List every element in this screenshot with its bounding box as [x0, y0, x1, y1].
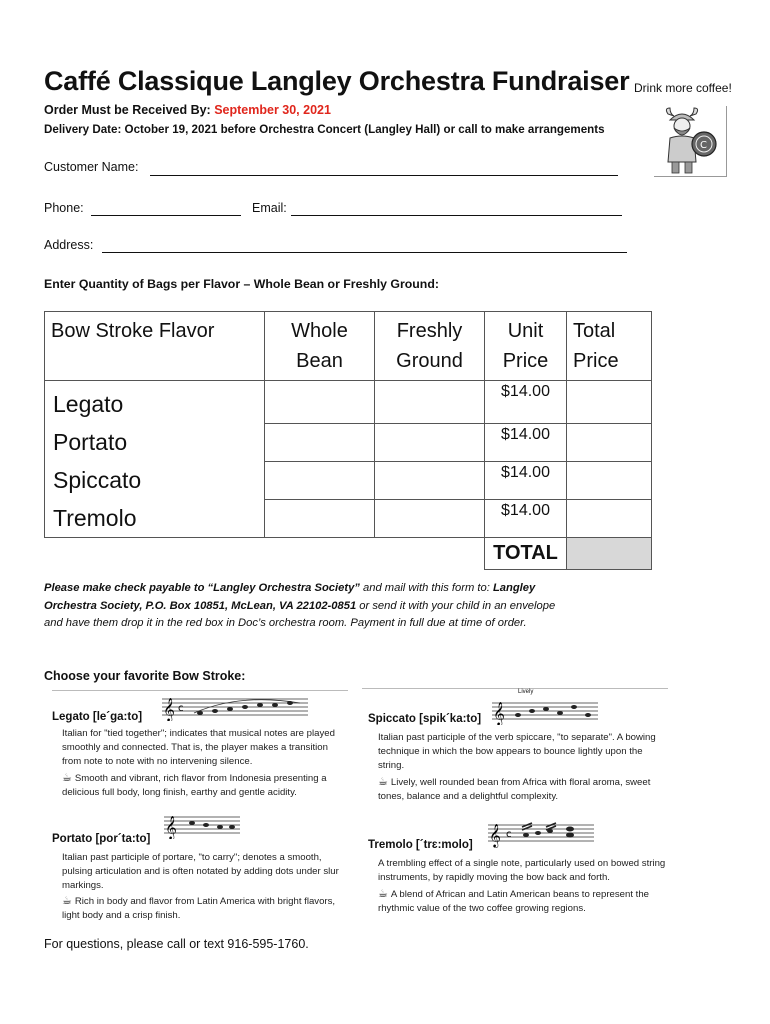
freshly-ground-header-line1: Freshly	[396, 320, 463, 342]
spiccato-total-price[interactable]	[567, 461, 652, 499]
table-row	[45, 461, 652, 499]
tremolo-definition: A trembling effect of a single note, particularly used on bowed string instruments, by rapidly moving the bow back and forth.	[378, 858, 666, 883]
quantity-instructions: Enter Quantity of Bags per Flavor – Whole Bean or Freshly Ground:	[44, 277, 439, 291]
tremolo-title: Tremolo [´trɛ:molo]	[368, 839, 473, 851]
total-label: TOTAL	[485, 538, 567, 570]
tremolo-coffee	[378, 887, 668, 916]
spiccato-coffee-text: Lively, well rounded bean from Africa with floral aroma, sweet tones, balance and a delightful complexity.	[378, 777, 651, 802]
legato-definition: Italian for "tied together"; indicates that musical notes are played smoothly and connected. That is, the player makes a transition from note to note with no intervening silence.	[62, 728, 335, 767]
legato-freshly-ground-qty[interactable]	[375, 381, 485, 424]
contact-footer: For questions, please call or text 916-595-1760.	[44, 937, 309, 951]
spiccato-title: Spiccato [spik´ka:to]	[368, 713, 482, 725]
viking-mascot-image	[654, 106, 727, 177]
total-row	[45, 538, 652, 570]
portato-whole-bean-qty[interactable]	[265, 423, 375, 461]
tagline: Drink more coffee!	[634, 81, 732, 95]
legato-total-price[interactable]	[567, 381, 652, 424]
unit-price-header-line1: Unit	[507, 320, 544, 342]
portato-unit-price: $14.00	[485, 423, 567, 461]
legato-coffee	[62, 771, 347, 800]
address-field[interactable]	[102, 252, 627, 253]
mail-instructions: and mail with this form to:	[359, 582, 493, 594]
email-label: Email:	[252, 201, 287, 215]
flavor-spiccato: Spiccato	[45, 461, 265, 499]
portato-title: Portato [por´ta:to]	[52, 833, 151, 845]
total-price-header	[567, 312, 652, 381]
spiccato-whole-bean-qty[interactable]	[265, 461, 375, 499]
whole-bean-header	[265, 312, 375, 381]
email-field[interactable]	[291, 215, 622, 216]
portato-definition: Italian past participle of portare, "to carry"; denotes a smooth, pulsing articulation and is often notated by adding dots under slur markings.	[62, 852, 339, 891]
spiccato-coffee	[378, 775, 668, 804]
legato-music-notation-icon	[160, 691, 310, 721]
spiccato-unit-price: $14.00	[485, 461, 567, 499]
coffee-cup-icon: ☕	[378, 776, 388, 788]
table-row	[45, 423, 652, 461]
mailing-address: Langley Orchestra Society, P.O. Box 10851, McLean, VA 22102-0851	[44, 582, 536, 612]
coffee-cup-icon: ☕	[62, 895, 72, 907]
svg-text:c: c	[506, 829, 512, 840]
tremolo-unit-price: $14.00	[485, 499, 567, 538]
order-deadline-date: September 30, 2021	[214, 103, 331, 117]
page-title: Caffé Classique Langley Orchestra Fundraiser	[44, 66, 630, 96]
tremolo-whole-bean-qty[interactable]	[265, 499, 375, 538]
spiccato-freshly-ground-qty[interactable]	[375, 461, 485, 499]
legato-whole-bean-qty[interactable]	[265, 381, 375, 424]
choose-bow-stroke-heading: Choose your favorite Bow Stroke:	[44, 669, 246, 683]
tremolo-music-notation-icon	[486, 817, 596, 849]
address-label: Address:	[44, 238, 94, 252]
customer-name-field[interactable]	[150, 175, 618, 176]
unit-price-header-line2: Price	[502, 350, 549, 372]
table-row	[45, 499, 652, 538]
svg-text:𝄞: 𝄞	[165, 815, 177, 839]
legato-unit-price: $14.00	[485, 381, 567, 424]
svg-text:𝄞: 𝄞	[493, 701, 505, 725]
whole-bean-header-line2: Bean	[296, 350, 343, 372]
svg-text:C: C	[700, 140, 707, 151]
flavor-portato: Portato	[45, 423, 265, 461]
flavor-header: Bow Stroke Flavor	[45, 312, 265, 381]
coffee-cup-icon: ☕	[62, 772, 72, 784]
svg-text:𝄞: 𝄞	[489, 823, 501, 847]
total-price-header-line1: Total	[573, 320, 616, 342]
svg-text:c: c	[178, 703, 184, 714]
portato-total-price[interactable]	[567, 423, 652, 461]
legato-title: Legato [le´ga:to]	[52, 711, 143, 723]
flavor-tremolo: Tremolo	[45, 499, 265, 538]
phone-field[interactable]	[91, 215, 241, 216]
portato-freshly-ground-qty[interactable]	[375, 423, 485, 461]
whole-bean-header-line1: Whole	[291, 320, 348, 342]
customer-name-label: Customer Name:	[44, 160, 139, 174]
spiccato-tempo: Lively	[518, 689, 534, 695]
tremolo-coffee-text: A blend of African and Latin American beans to represent the rhythmic value of the two coffee growing regions.	[378, 889, 650, 914]
payment-instructions	[44, 580, 564, 633]
tremolo-total-price[interactable]	[567, 499, 652, 538]
total-price-header-line2: Price	[573, 350, 619, 372]
freshly-ground-header	[375, 312, 485, 381]
bow-stroke-panel-right	[362, 688, 668, 921]
portato-coffee	[62, 894, 347, 923]
order-deadline-label: Order Must be Received By:	[44, 103, 215, 117]
svg-text:𝄞: 𝄞	[163, 697, 175, 721]
legato-coffee-text: Smooth and vibrant, rich flavor from Indonesia presenting a delicious full body, long finish, earthy and gentle acidity.	[62, 773, 327, 798]
bow-stroke-panel-left	[52, 690, 348, 921]
table-header-row	[45, 312, 652, 381]
spiccato-definition: Italian past participle of the verb spiccare, "to separate". A bowing technique in which the bow appears to bounce lightly upon the string.	[378, 732, 656, 771]
freshly-ground-header-line2: Ground	[396, 350, 463, 372]
table-row	[45, 381, 652, 424]
tremolo-freshly-ground-qty[interactable]	[375, 499, 485, 538]
flavor-legato: Legato	[45, 381, 265, 424]
delivery-date: Delivery Date: October 19, 2021 before Orchestra Concert (Langley Hall) or call to make arrangements	[44, 123, 605, 136]
order-table	[44, 311, 652, 570]
coffee-cup-icon: ☕	[378, 888, 388, 900]
grand-total-field[interactable]	[567, 538, 652, 570]
phone-label: Phone:	[44, 201, 84, 215]
unit-price-header	[485, 312, 567, 381]
portato-coffee-text: Rich in body and flavor from Latin America with bright flavors, light body and a crisp finish.	[62, 896, 336, 921]
spiccato-music-notation-icon	[490, 695, 600, 725]
order-deadline	[44, 103, 331, 117]
payable-to: Please make check payable to “Langley Orchestra Society”	[44, 582, 360, 594]
drop-off-instructions: or send it with your child in an envelope and have them drop it in the red box in Doc’s orchestra room. Payment in full due at time of order.	[44, 599, 556, 629]
portato-music-notation-icon	[162, 809, 242, 839]
